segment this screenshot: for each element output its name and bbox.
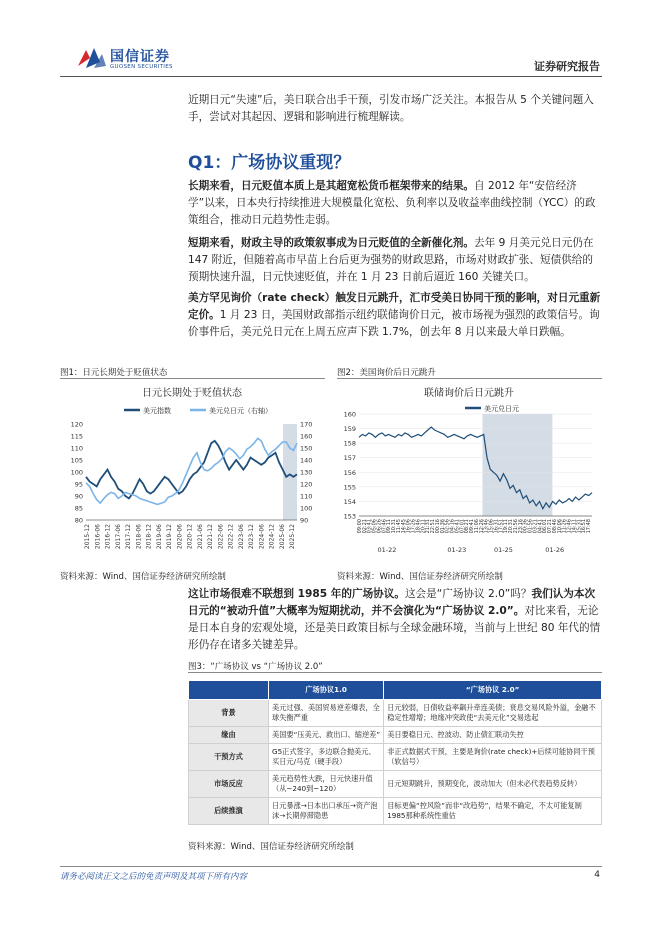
report-type: 证券研究报告 [534, 60, 600, 73]
figure-2-label: 图2：美国询价后日元跳升 [337, 368, 436, 378]
x-tick-label: 2017-12 [125, 524, 132, 550]
x-tick-label: 2024-12 [268, 524, 276, 550]
y-right-tick-label: 140 [300, 456, 313, 465]
x-tick-label: 22:51 [430, 519, 437, 534]
legend-label-usd-index: 美元指数 [143, 407, 171, 415]
x-tick-label: 07:01 [459, 519, 466, 534]
x-tick-label: 02:56 [444, 519, 451, 534]
figure-3-label: 图3：“广场协议 vs “广场协议 2.0” [188, 662, 323, 672]
figure-3-source: 资料来源：Wind、国信证券经济研究所绘制 [188, 842, 354, 852]
y-left-tick-label: 105 [70, 456, 83, 465]
x-tick-label: 2025-12 [289, 524, 296, 550]
table-cell: 目标更偏“控风险”而非“改趋势”，结果不确定，不太可能复制1985那种系统性重估 [384, 798, 602, 825]
table-cell: 日元较弱，日债收益率飙升牵连美债；衰息交易风险外溢，金融不稳定性增增；地缘冲突政使“去美元化”交易选起 [384, 700, 602, 727]
x-tick-label: 21:56 [512, 519, 519, 534]
x-tick-label: 02:21 [361, 519, 368, 534]
table-cell: G5正式签字，多边联合抛美元、买日元/马克（硬手段） [269, 744, 384, 771]
y-left-tick-label: 80 [74, 516, 83, 525]
header-divider [60, 76, 602, 77]
x-tick-label: 17:26 [410, 519, 417, 534]
x-group-label: 01-22 [377, 546, 397, 554]
table-row-head: 干预方式 [189, 744, 269, 771]
paragraph-3 [188, 290, 602, 341]
x-tick-label: 06:01 [542, 519, 549, 534]
x-tick-label: 05:06 [371, 519, 378, 534]
x-tick-label: 08:46 [551, 519, 558, 534]
x-tick-label: 2019-12 [166, 524, 173, 550]
table-header-plaza-1: 广场协议1.0 [269, 681, 384, 700]
figure-2-chart [337, 380, 602, 564]
y-left-tick-label: 120 [70, 420, 83, 429]
x-tick-label: 14:45 [400, 519, 407, 534]
footer-disclaimer: 请务必阅读正文之后的免责声明及其项下所有内容 [60, 872, 248, 882]
figure-2-rule [337, 378, 602, 379]
x-tick-label: 10:31 [391, 519, 398, 534]
x-tick-label: 2022-06 [217, 524, 225, 550]
y-right-tick-label: 130 [300, 468, 313, 477]
x-tick-label: 2025-06 [278, 524, 286, 550]
y-tick-label: 154 [343, 497, 356, 506]
y-left-tick-label: 95 [74, 480, 83, 489]
chart-2-svg [337, 380, 602, 564]
legend-label-usdjpy: 美元兑日元（右轴） [209, 407, 272, 415]
x-tick-label: 2016-12 [104, 524, 112, 550]
x-tick-label: 2020-12 [186, 524, 194, 550]
section-title: Q1：广场协议重现？ [188, 153, 351, 173]
x-tick-label: 2019-06 [155, 524, 163, 550]
highlight-band [283, 424, 297, 520]
x-group-label: 01-23 [447, 546, 467, 554]
x-tick-label: 11:06 [473, 519, 480, 534]
table-header-row [189, 681, 602, 700]
y-right-tick-label: 90 [300, 516, 309, 525]
y-left-tick-label: 100 [70, 468, 83, 477]
intro-paragraph: 近期日元“失速”后，美日联合出手干预，引发市场广泛关注。本报告从 5 个关键问题入手，尝试对其起因、逻辑和影响进行梳理解读。 [188, 94, 594, 123]
x-tick-label: 16:06 [405, 519, 412, 534]
x-group-label: 01-25 [494, 546, 513, 554]
chart-2-title: 联储询价后日元跳升 [424, 388, 514, 399]
x-tick-label: 09:41 [469, 519, 476, 534]
x-tick-label: 04:16 [449, 519, 456, 534]
table-cell: 美元趋势性大跌，日元快速升值（从~240到~120） [269, 771, 384, 798]
footer-divider [60, 866, 602, 867]
y-tick-label: 160 [343, 410, 356, 419]
y-right-tick-label: 110 [300, 492, 313, 501]
x-tick-label: 2020-06 [176, 524, 184, 550]
figure-3-rule [188, 672, 602, 673]
paragraph-4-body: 对比来看，无论是日本自身的宏观处境，还是美日政策目标与全球金融环境，当前与上世纪 80 年代的情形仍存在诸多关键差异。 [188, 605, 601, 651]
x-tick-label: 16:51 [581, 519, 588, 534]
logo-chinese: 国信证券 [110, 49, 170, 65]
paragraph-4 [188, 586, 602, 654]
x-tick-label: 2024-06 [258, 524, 266, 550]
figure-1-source: 资料来源：Wind、国信证券经济研究所绘制 [60, 572, 226, 582]
table-cell: 美元过强、美国贸易逆差爆表，全球失衡严重 [269, 700, 384, 727]
figure-1-label: 图1：日元长期处于贬值状态 [60, 368, 168, 378]
figure-1-rule [60, 378, 325, 379]
figure-1-chart [60, 380, 325, 564]
table-row [189, 771, 602, 798]
x-tick-label: 08:21 [464, 519, 471, 534]
paragraph-4-lead: 这让市场很难不联想到 1985 年的广场协议。 [188, 588, 405, 600]
table-cell: 日元暴涨→日本出口承压→资产泡沫→长期停滞隐患 [269, 798, 384, 825]
y-tick-label: 156 [343, 468, 356, 477]
x-tick-label: 00:16 [434, 519, 441, 534]
x-tick-label: 15:06 [488, 519, 495, 534]
paragraph-2-lead: 短期来看，财政主导的政策叙事成为日元贬值的全新催化剂。 [188, 237, 475, 249]
paragraph-2 [188, 235, 602, 286]
y-tick-label: 155 [343, 483, 356, 492]
y-left-tick-label: 90 [74, 492, 83, 501]
x-tick-label: 2023-06 [237, 524, 245, 550]
chart-1-title: 日元长期处于贬值状态 [142, 388, 242, 399]
y-tick-label: 159 [343, 425, 356, 434]
y-tick-label: 158 [343, 439, 356, 448]
chart-1-svg [60, 380, 325, 564]
y-left-tick-label: 85 [74, 504, 83, 513]
x-tick-label: 2015-12 [84, 524, 91, 550]
y-right-tick-label: 120 [300, 480, 313, 489]
y-left-tick-label: 110 [70, 444, 83, 453]
table-cell: 非正式数据式干预，主要是询价(rate check)+后续可能协同干预（软信号） [384, 744, 602, 771]
x-tick-label: 03:41 [366, 519, 373, 534]
x-tick-label: 07:46 [381, 519, 388, 534]
x-tick-label: 17:48 [586, 519, 592, 534]
y-right-tick-label: 170 [300, 420, 313, 429]
table-row [189, 744, 602, 771]
logo-english: GUOSEN SECURITIES [110, 64, 173, 70]
table-cell: 美国要“压美元、救出口、缩逆差” [269, 727, 384, 744]
paragraph-1-lead: 长期来看，日元贬值本质上是其超宽松货币框架带来的结果。 [188, 180, 475, 192]
table-row-head: 背景 [189, 700, 269, 727]
x-tick-label: 16:31 [493, 519, 500, 534]
x-tick-label: 12:26 [478, 519, 485, 534]
x-tick-label: 00:36 [522, 519, 529, 534]
y-right-tick-label: 150 [300, 444, 313, 453]
x-tick-label: 07:21 [547, 519, 554, 534]
table-row [189, 727, 602, 744]
table-row [189, 798, 602, 825]
y-right-tick-label: 100 [300, 504, 313, 513]
table-cell: 日元短期跳升，预期变化，波动加大（但未必代表趋势反转） [384, 771, 602, 798]
paragraph-3-body: 1 月 23 日，美国财政部指示纽约联储询价日元，被市场视为强烈的政策信号。询价事件后，美元兑日元在上周五应声下跌 1.7%，创去年 8 月以来最大单日跌幅。 [188, 309, 600, 338]
x-tick-label: 2021-12 [207, 524, 214, 550]
page-header [0, 0, 662, 80]
highlight-band [482, 414, 552, 516]
x-tick-label: 05:41 [454, 519, 461, 534]
comparison-table [188, 680, 602, 825]
x-tick-label: 2017-06 [114, 524, 122, 550]
guosen-logo [76, 44, 186, 74]
table-header-blank [189, 681, 269, 700]
table-header-plaza-2: “广场协议 2.0” [384, 681, 602, 700]
figure-2-source: 资料来源：Wind、国信证券经济研究所绘制 [337, 572, 503, 582]
x-tick-label: 15:31 [576, 519, 583, 534]
y-tick-label: 153 [343, 512, 356, 521]
x-tick-label: 2016-06 [94, 524, 102, 550]
table-row-head: 缘由 [189, 727, 269, 744]
y-tick-label: 157 [343, 454, 356, 463]
x-tick-label: 10:06 [556, 519, 563, 534]
x-tick-label: 11:45 [395, 519, 402, 534]
paragraph-4-question: 这会是“广场协议 2.0”吗？ [404, 588, 532, 600]
x-tick-label: 01:36 [439, 519, 446, 534]
x-tick-label: 2018-12 [145, 524, 153, 550]
series-line-usdjpy [86, 438, 297, 504]
paragraph-2-body: 去年 9 月美元兑日元仍在 147 附近，但随着高市早苗上台后更为强势的财政思路，市场对财政扩张、短债供给的预期快速升温，日元快速贬值，并在 1 月 23 日前后逼近 160 关键关口。 [188, 237, 594, 283]
x-tick-label: 14:11 [571, 519, 578, 534]
x-group-label: 01-26 [545, 546, 565, 554]
x-tick-label: 2023-12 [248, 524, 255, 550]
x-tick-label: 11:26 [561, 519, 568, 534]
x-tick-label: 17:51 [498, 519, 505, 534]
table-row-head: 后续推演 [189, 798, 269, 825]
x-tick-label: 20:11 [420, 519, 427, 534]
x-tick-label: 2021-06 [196, 524, 204, 550]
paragraph-1 [188, 178, 602, 229]
x-tick-label: 12:46 [566, 519, 573, 534]
paragraph-4-view: 我们认为本次日元的“被动升值”大概率为短期扰动，并不会演化为“广场协议 2.0”。 [188, 588, 596, 617]
x-tick-label: 19:11 [503, 519, 510, 534]
series-line-usdjpy [359, 427, 592, 509]
x-tick-label: 01:56 [527, 519, 534, 534]
y-right-tick-label: 160 [300, 432, 313, 441]
page-number: 4 [594, 870, 600, 880]
legend-label-usdjpy: 美元兑日元 [484, 405, 519, 413]
paragraph-3-lead: 美方罕见询价（rate check）触发日元跳升，汇市受美日协同干预的影响，对日元重新定价。 [188, 292, 601, 321]
paragraph-1-body: 自 2012 年“安倍经济学”以来，日本央行持续推进大规模量化宽松、负利率以及收益率曲线控制（YCC）的政策组合，推动日元趋势性走弱。 [188, 180, 596, 226]
x-tick-label: 18:46 [415, 519, 422, 534]
x-tick-label: 13:46 [483, 519, 490, 534]
x-tick-label: 2018-06 [135, 524, 143, 550]
table-cell: 美日要稳日元、控波动、防止债汇联动失控 [384, 727, 602, 744]
x-tick-label: 09:00 [357, 519, 363, 534]
guosen-logo-icon [76, 44, 106, 74]
x-tick-label: 03:21 [532, 519, 539, 534]
x-tick-label: 09:11 [386, 519, 393, 534]
table-row-head: 市场反应 [189, 771, 269, 798]
x-tick-label: 04:41 [537, 519, 544, 534]
x-tick-label: 06:26 [376, 519, 383, 534]
y-left-tick-label: 115 [70, 432, 83, 441]
x-tick-label: 20:31 [508, 519, 515, 534]
x-tick-label: 21:31 [425, 519, 432, 534]
table-row [189, 700, 602, 727]
x-tick-label: 23:16 [517, 519, 524, 534]
x-tick-label: 2022-12 [227, 524, 235, 550]
